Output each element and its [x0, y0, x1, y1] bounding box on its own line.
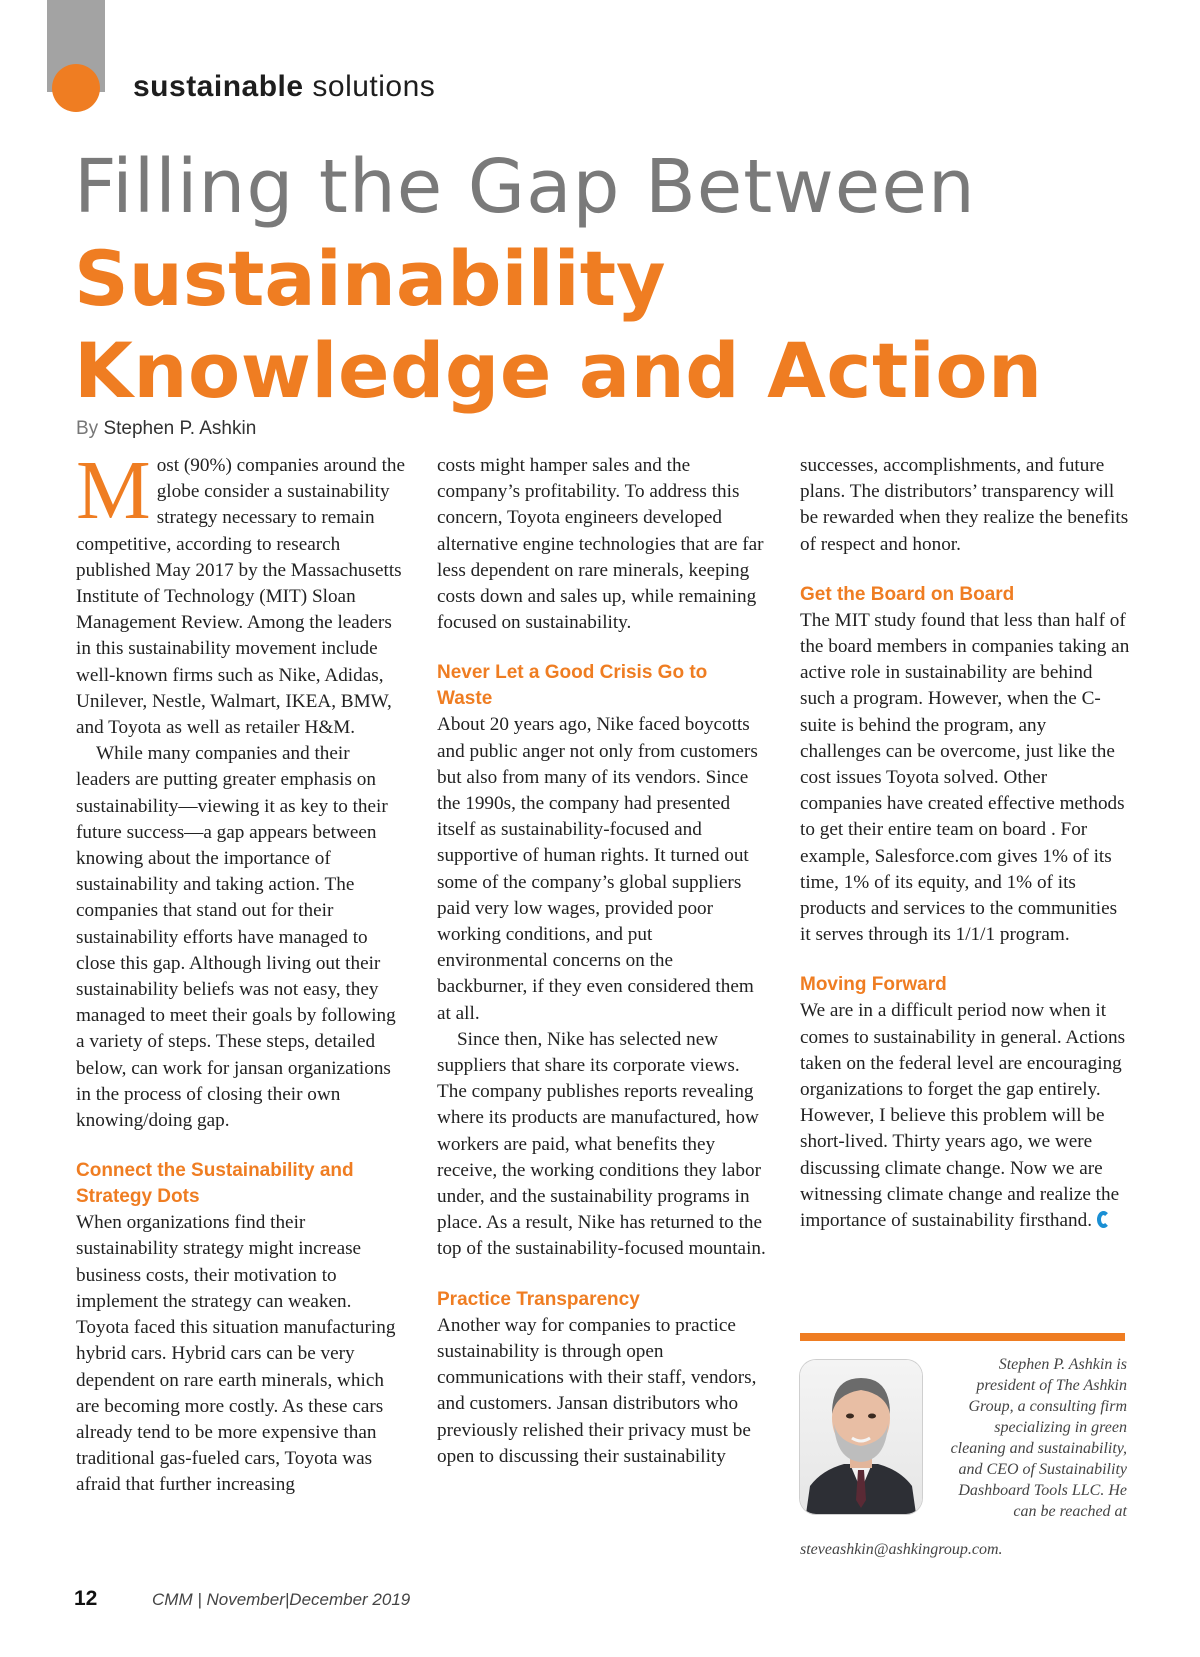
intro-paragraph-2: While many companies and their leaders are putting greater emphasis on sustainability—viewing it as key to their future success—a gap appears between knowing about the importance of sustainability and taking action. The companies that stand out for their sustainability efforts have managed to close this gap. Although living out their sustainability beliefs was not easy, they managed to meet their goals by following a variety of steps. These steps, detailed below, can work for jansan organizations in the process of closing their own knowing/doing gap. [76, 743, 396, 1132]
column-3 [800, 453, 1130, 1234]
crisis-paragraph-2: Since then, Nike has selected new suppliers that share its corporate views. The company publishes reports revealing where its products are manufactured, how workers are paid, what benefits they receive, the working conditions they labor under, and the sustainability programs in place. As a result, Nike has returned to the top of the sustainability-focused mountain. [437, 1028, 766, 1260]
byline-author: Stephen P. Ashkin [103, 418, 257, 439]
column-2 [437, 453, 767, 1470]
end-mark-icon [1097, 1211, 1110, 1228]
intro-paragraph-1-text: ost (90%) companies around the globe consider a sustainability strategy necessary to remain competitive, according to research published May 2017 by the Massachusetts Institute of Technology (MIT) Sloan Management Review. Among the leaders in this sustainability movement include well-known firms such as Nike, Adidas, Unilever, Nestle, Walmart, IKEA, BMW, and Toyota as well as retailer H&M. [76, 455, 406, 739]
subhead-crisis: Never Let a Good Crisis Go to Waste [437, 662, 708, 710]
drop-cap: M [76, 444, 151, 537]
connect-paragraph-1: When organizations find their sustainability strategy might increase business costs, their motivation to implement the strategy can weaken. Toyota faced this situation manufacturing hybrid cars. Hybrid cars can be very dependent on rare earth minerals, which are becoming more costly. As these cars already tend to be more expensive than traditional gas-fueled cars, Toyota was afraid that further increasing [76, 1212, 396, 1496]
forward-paragraph-1 [800, 998, 1130, 1234]
byline [76, 418, 256, 440]
section-label-rest: solutions [303, 70, 436, 103]
bio-divider [800, 1333, 1125, 1341]
section-label [133, 70, 435, 104]
page-number: 12 [74, 1587, 98, 1610]
transparency-paragraph-1: Another way for companies to practice sustainability is through open communications with their staff, vendors, and customers. Jansan distributors who previously relished their privacy must be open to discussing their sustainability [437, 1314, 757, 1467]
connect-paragraph-1-continued: costs might hamper sales and the company’s profitability. To address this concern, Toyota engineers developed alternative engine technologies that are far less dependent on rare minerals, keeping costs down and sales up, while remaining focused on sustainability. [437, 455, 764, 634]
article-title-line2: Sustainability [74, 234, 666, 323]
author-portrait-icon [800, 1360, 922, 1514]
author-email: steveashkin@ashkingroup.com. [800, 1541, 1003, 1558]
intro-paragraph-1 [76, 444, 406, 741]
subhead-transparency: Practice Transparency [437, 1288, 640, 1310]
byline-prefix: By [76, 418, 104, 439]
author-bio: Stephen P. Ashkin is president of The Ashkin Group, a consulting firm specializing in green cleaning and sustainability, and CEO of Sustainability Dashboard Tools LLC. He can be reached at [950, 1356, 1127, 1520]
magazine-issue: CMM | November|December 2019 [152, 1590, 411, 1609]
subhead-board: Get the Board on Board [800, 583, 1015, 605]
section-label-bold: sustainable [133, 70, 304, 103]
author-photo [800, 1360, 922, 1514]
forward-paragraph-1-text: We are in a difficult period now when it comes to sustainability in general. Actions taken on the federal level are encouraging organizations to forget the gap entirely. However, I believe this problem will be short-lived. Thirty years ago, we were discussing climate change. Now we are witnessing climate change and realize the importance of sustainability firsthand. [800, 1000, 1126, 1232]
section-dot-icon [52, 64, 100, 112]
subhead-forward: Moving Forward [800, 974, 947, 996]
article-title-line3: Knowledge and Action [74, 326, 1043, 415]
transparency-paragraph-1-continued: successes, accomplishments, and future plans. The distributors’ transparency will be rewarded when they realize the benefits of respect and honor. [800, 455, 1129, 555]
crisis-paragraph-1: About 20 years ago, Nike faced boycotts and public anger not only from customers but also from many of its vendors. Since the 1990s, the company had presented itself as sustainability-focused and supportive of human rights. It turned out some of the company’s global suppliers paid very low wages, provided poor working conditions, and put environmental concerns on the backburner, if they even considered them at all. [437, 714, 758, 1024]
column-1 [76, 444, 406, 1499]
board-paragraph-1: The MIT study found that less than half of the board members in companies taking an active role in sustainability are behind such a program. However, when the C-suite is behind the program, any challenges can be overcome, just like the cost issues Toyota solved. Other companies have created effective methods to get their entire team on board . For example, Salesforce.com gives 1% of its time, 1% of its equity, and 1% of its products and services to the communities it serves through its 1/1/1 program. [800, 609, 1130, 946]
article-title-line1: Filling the Gap Between [74, 144, 976, 230]
subhead-connect: Connect the Sustainability and Strategy Dots [76, 1160, 354, 1208]
